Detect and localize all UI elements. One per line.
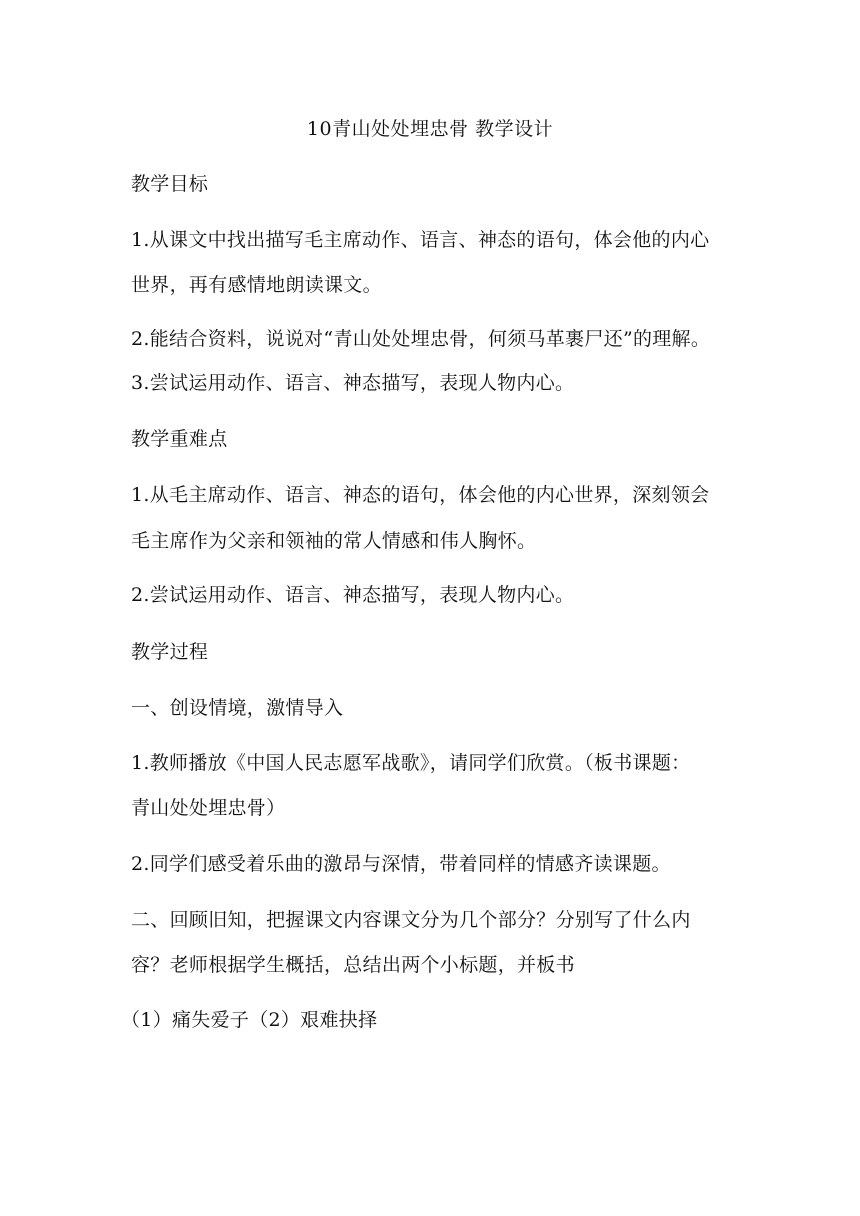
objective-1-line-1: 1.从课文中找出描写毛主席动作、语言、神态的语句，体会他的内心 [131, 229, 710, 251]
key-point-1-line-2: 毛主席作为父亲和领袖的常人情感和伟人胸怀。 [131, 530, 537, 552]
process-step-2-line-1: 二、回顾旧知，把握课文内容课文分为几个部分？分别写了什么内 [131, 909, 691, 931]
objective-3: 3.尝试运用动作、语言、神态描写，表现人物内心。 [131, 372, 575, 394]
key-point-1-line-1: 1.从毛主席动作、语言、神态的语句，体会他的内心世界，深刻领会 [131, 484, 710, 506]
objective-1-line-2: 世界，再有感情地朗读课文。 [131, 274, 382, 296]
process-step-1-item-1-line-1: 1.教师播放《中国人民志愿军战歌》，请同学们欣赏。（板书课题： [131, 752, 691, 774]
section-heading-objectives: 教学目标 [131, 173, 209, 195]
key-point-2: 2.尝试运用动作、语言、神态描写，表现人物内心。 [131, 584, 575, 606]
section-heading-key-points: 教学重难点 [131, 428, 228, 450]
section-heading-process: 教学过程 [131, 641, 209, 663]
process-step-2-subtitles: （1）痛失爱子（2）艰难抉择 [121, 1009, 378, 1031]
process-step-1-item-2: 2.同学们感受着乐曲的激昂与深情，带着同样的情感齐读课题。 [131, 853, 671, 875]
process-step-2-line-2: 容？老师根据学生概括，总结出两个小标题，并板书 [131, 954, 575, 976]
document-title: 10青山处处埋忠骨 教学设计 [306, 118, 554, 140]
process-step-1-item-1-line-2: 青山处处埋忠骨） [131, 797, 286, 819]
process-step-1-heading: 一、创设情境，激情导入 [131, 697, 344, 719]
objective-2: 2.能结合资料，说说对“青山处处埋忠骨，何须马革裹尸还”的理解。 [131, 328, 711, 350]
